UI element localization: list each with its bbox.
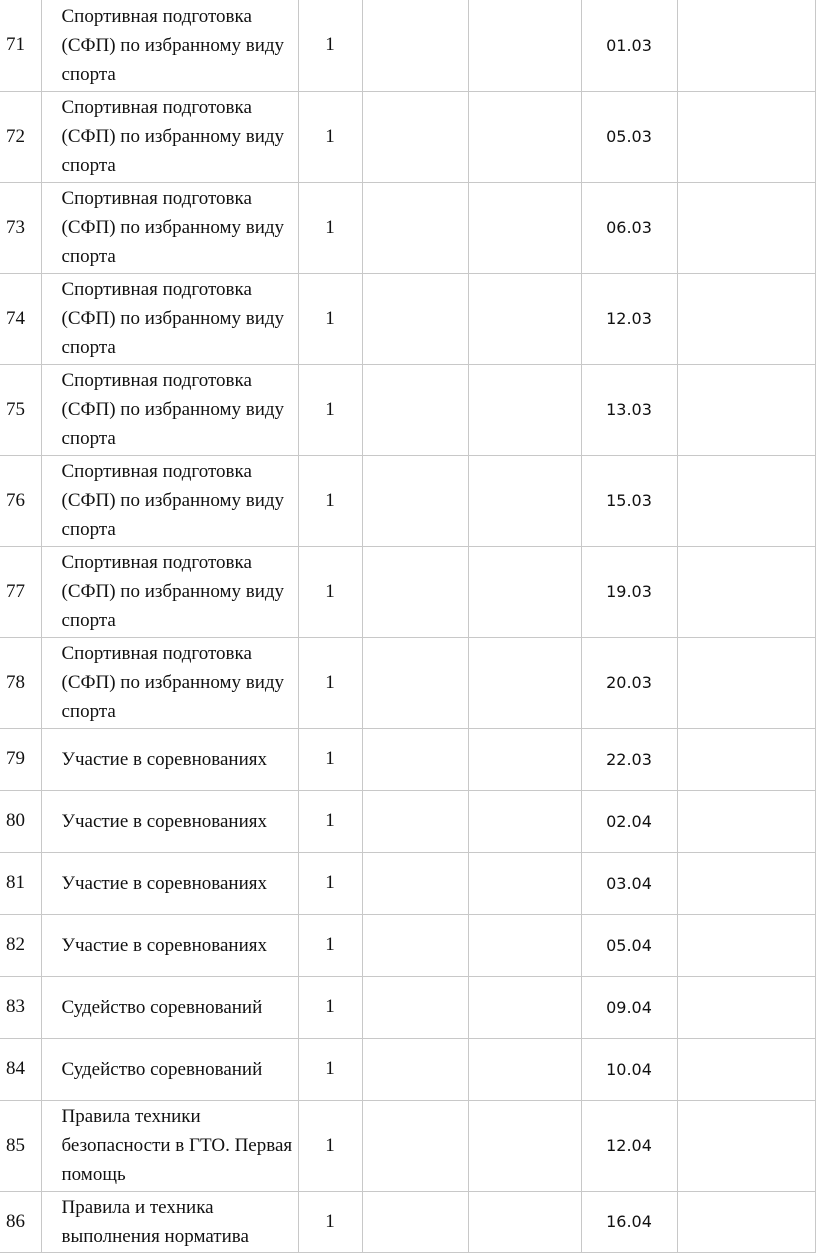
lesson-date: 20.03 — [581, 637, 677, 728]
table-row — [0, 790, 815, 852]
table-row — [0, 0, 815, 91]
empty-cell — [468, 0, 581, 91]
lesson-topic: Спортивная подготовка (СФП) по избранному виду спорта — [41, 546, 298, 637]
empty-cell — [468, 637, 581, 728]
lesson-date: 12.03 — [581, 273, 677, 364]
empty-cell — [362, 0, 468, 91]
lesson-number: 79 — [0, 728, 41, 790]
lesson-hours: 1 — [298, 364, 362, 455]
empty-cell — [468, 273, 581, 364]
empty-cell — [468, 914, 581, 976]
empty-cell — [677, 1100, 815, 1191]
lesson-number: 81 — [0, 852, 41, 914]
lesson-topic: Спортивная подготовка (СФП) по избранному виду спорта — [41, 637, 298, 728]
lesson-topic: Участие в соревнованиях — [41, 914, 298, 976]
lesson-hours: 1 — [298, 273, 362, 364]
empty-cell — [677, 637, 815, 728]
empty-cell — [362, 1191, 468, 1252]
empty-cell — [468, 790, 581, 852]
empty-cell — [468, 728, 581, 790]
empty-cell — [362, 546, 468, 637]
lesson-number: 84 — [0, 1038, 41, 1100]
lesson-topic: Спортивная подготовка (СФП) по избранному виду спорта — [41, 364, 298, 455]
table-row — [0, 976, 815, 1038]
lesson-hours: 1 — [298, 1038, 362, 1100]
lesson-date: 09.04 — [581, 976, 677, 1038]
empty-cell — [677, 790, 815, 852]
empty-cell — [468, 976, 581, 1038]
lesson-number: 72 — [0, 91, 41, 182]
table-row — [0, 914, 815, 976]
empty-cell — [362, 364, 468, 455]
lesson-number: 75 — [0, 364, 41, 455]
lesson-date: 13.03 — [581, 364, 677, 455]
empty-cell — [677, 1191, 815, 1252]
lesson-topic: Участие в соревнованиях — [41, 790, 298, 852]
empty-cell — [677, 364, 815, 455]
lesson-hours: 1 — [298, 852, 362, 914]
lesson-topic: Судейство соревнований — [41, 1038, 298, 1100]
lesson-hours: 1 — [298, 0, 362, 91]
lesson-hours: 1 — [298, 1100, 362, 1191]
empty-cell — [677, 914, 815, 976]
lesson-topic: Спортивная подготовка (СФП) по избранному виду спорта — [41, 0, 298, 91]
empty-cell — [677, 546, 815, 637]
empty-cell — [362, 273, 468, 364]
table-row — [0, 182, 815, 273]
table-row — [0, 455, 815, 546]
empty-cell — [677, 273, 815, 364]
empty-cell — [362, 1100, 468, 1191]
lesson-date: 05.04 — [581, 914, 677, 976]
lesson-topic: Правила техники безопасности в ГТО. Первая помощь — [41, 1100, 298, 1191]
lesson-hours: 1 — [298, 637, 362, 728]
lesson-hours: 1 — [298, 976, 362, 1038]
lesson-hours: 1 — [298, 182, 362, 273]
lesson-topic: Правила и техника выполнения норматива — [41, 1191, 298, 1252]
empty-cell — [362, 914, 468, 976]
lesson-topic: Судейство соревнований — [41, 976, 298, 1038]
empty-cell — [362, 637, 468, 728]
empty-cell — [362, 455, 468, 546]
empty-cell — [468, 1191, 581, 1252]
lesson-date: 15.03 — [581, 455, 677, 546]
empty-cell — [468, 546, 581, 637]
lesson-hours: 1 — [298, 546, 362, 637]
table-row — [0, 728, 815, 790]
lesson-number: 83 — [0, 976, 41, 1038]
table-row — [0, 1191, 815, 1252]
empty-cell — [362, 728, 468, 790]
empty-cell — [362, 790, 468, 852]
table-row — [0, 852, 815, 914]
lesson-date: 03.04 — [581, 852, 677, 914]
lesson-number: 82 — [0, 914, 41, 976]
lesson-number: 73 — [0, 182, 41, 273]
empty-cell — [677, 0, 815, 91]
lesson-number: 85 — [0, 1100, 41, 1191]
lesson-topic: Спортивная подготовка (СФП) по избранному виду спорта — [41, 91, 298, 182]
lesson-date: 01.03 — [581, 0, 677, 91]
empty-cell — [677, 976, 815, 1038]
lesson-date: 05.03 — [581, 91, 677, 182]
table-row — [0, 1100, 815, 1191]
lesson-topic: Спортивная подготовка (СФП) по избранному виду спорта — [41, 182, 298, 273]
empty-cell — [677, 1038, 815, 1100]
table-row — [0, 546, 815, 637]
empty-cell — [362, 1038, 468, 1100]
lesson-number: 74 — [0, 273, 41, 364]
lesson-number: 78 — [0, 637, 41, 728]
empty-cell — [677, 91, 815, 182]
empty-cell — [677, 852, 815, 914]
table-row — [0, 637, 815, 728]
lesson-date: 02.04 — [581, 790, 677, 852]
lesson-topic: Спортивная подготовка (СФП) по избранному виду спорта — [41, 273, 298, 364]
lesson-hours: 1 — [298, 728, 362, 790]
lesson-topic: Участие в соревнованиях — [41, 728, 298, 790]
lesson-hours: 1 — [298, 455, 362, 546]
lesson-number: 76 — [0, 455, 41, 546]
table-row — [0, 273, 815, 364]
empty-cell — [677, 455, 815, 546]
empty-cell — [362, 182, 468, 273]
empty-cell — [468, 1100, 581, 1191]
lesson-date: 16.04 — [581, 1191, 677, 1252]
empty-cell — [468, 1038, 581, 1100]
empty-cell — [468, 364, 581, 455]
empty-cell — [362, 91, 468, 182]
empty-cell — [362, 852, 468, 914]
lesson-number: 71 — [0, 0, 41, 91]
table-row — [0, 91, 815, 182]
lesson-number: 86 — [0, 1191, 41, 1252]
lesson-hours: 1 — [298, 790, 362, 852]
empty-cell — [468, 182, 581, 273]
lesson-date: 22.03 — [581, 728, 677, 790]
empty-cell — [362, 976, 468, 1038]
lesson-date: 19.03 — [581, 546, 677, 637]
empty-cell — [468, 852, 581, 914]
lesson-number: 77 — [0, 546, 41, 637]
table-row — [0, 1038, 815, 1100]
empty-cell — [468, 91, 581, 182]
lesson-topic: Спортивная подготовка (СФП) по избранному виду спорта — [41, 455, 298, 546]
lesson-date: 12.04 — [581, 1100, 677, 1191]
lesson-topic: Участие в соревнованиях — [41, 852, 298, 914]
lesson-hours: 1 — [298, 1191, 362, 1252]
empty-cell — [677, 182, 815, 273]
empty-cell — [468, 455, 581, 546]
table-row — [0, 364, 815, 455]
lesson-hours: 1 — [298, 91, 362, 182]
lesson-date: 06.03 — [581, 182, 677, 273]
lesson-date: 10.04 — [581, 1038, 677, 1100]
lesson-number: 80 — [0, 790, 41, 852]
lesson-hours: 1 — [298, 914, 362, 976]
empty-cell — [677, 728, 815, 790]
